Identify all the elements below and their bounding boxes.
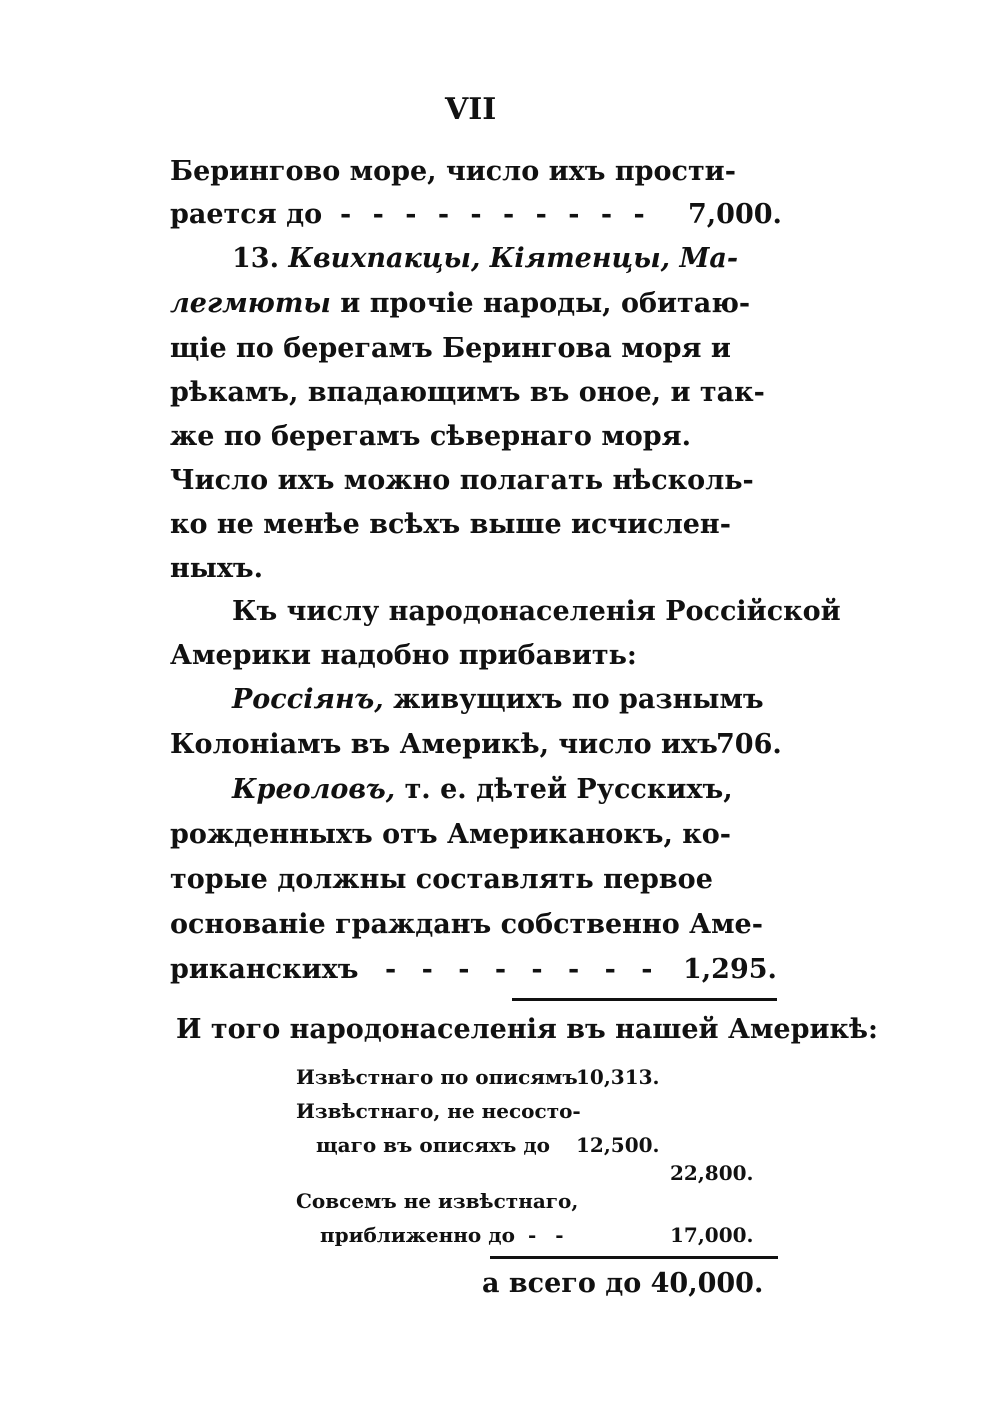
russians-italic: Россіянъ,: [232, 684, 384, 715]
addition-line-1: Къ числу народонаселенія Россійской: [232, 596, 841, 627]
addition-line-2: Америки надобно прибавить:: [170, 640, 637, 671]
entry-13-line-2-rest: и прочіе народы, обитаю-: [340, 288, 751, 319]
grand-total: а всего до 40,000.: [482, 1268, 764, 1299]
total-heading: И того народонаселенія въ нашей Америкѣ:: [176, 1014, 878, 1045]
subtotal-value: 22,800.: [670, 1161, 754, 1185]
creoles-value: 1,295.: [683, 954, 777, 985]
entry-13-line-3: щіе по берегамъ Берингова моря и: [170, 333, 731, 364]
creoles-line-3: торые должны составлять первое: [170, 864, 713, 895]
creoles-rest: т. е. дѣтей Русскихъ,: [404, 774, 733, 805]
creoles-dots: - - - - - - - -: [385, 954, 661, 985]
entry-prev-dots: - - - - - - - - - -: [340, 199, 651, 230]
grand-total-rule: [490, 1256, 778, 1259]
entry-prev-line-1: Берингово море, число ихъ прости-: [170, 156, 736, 187]
entry-13-line-6: Число ихъ можно полагать нѣсколь-: [170, 465, 754, 496]
partly-label-2: щаго въ описяхъ до: [316, 1133, 551, 1157]
russians-line-1: [232, 684, 764, 716]
entry-prev-value: 7,000.: [688, 199, 782, 230]
entry-13-number: 13.: [232, 243, 279, 274]
unknown-dots: - -: [528, 1223, 570, 1247]
russians-line-2: Колоніамъ въ Америкѣ, число ихъ: [170, 729, 718, 760]
sum-rule: [512, 998, 777, 1001]
entry-13-name-italic: легмюты: [170, 288, 331, 319]
partly-label-1: Извѣстнаго, не несосто-: [296, 1099, 581, 1123]
unknown-label-1: Совсемъ не извѣстнаго,: [296, 1189, 579, 1213]
creoles-line-2: рожденныхъ отъ Американокъ, ко-: [170, 819, 731, 850]
known-value: 10,313.: [576, 1065, 660, 1089]
entry-13-line-2: [170, 288, 751, 320]
entry-13-names: Квихпакцы, Кіятенцы, Ма-: [288, 243, 739, 274]
entry-13-line-4: рѣкамъ, впадающимъ въ оное, и так-: [170, 377, 765, 408]
known-label: Извѣстнаго по описямъ: [296, 1065, 578, 1089]
entry-13-line-1: [232, 243, 739, 275]
creoles-line-1: [232, 774, 733, 806]
creoles-line-4: основаніе гражданъ собственно Аме-: [170, 909, 763, 940]
page-number: VII: [445, 92, 497, 127]
entry-13-line-7: ко не менѣе всѣхъ выше исчислен-: [170, 509, 731, 540]
entry-prev-line-2-text: рается до: [170, 199, 323, 230]
entry-13-line-8: ныхъ.: [170, 553, 264, 584]
russians-value: 706.: [716, 729, 782, 760]
entry-13-line-5: же по берегамъ сѣвернаго моря.: [170, 421, 692, 452]
unknown-label-2: приближенно до: [320, 1223, 515, 1247]
partly-value: 12,500.: [576, 1133, 660, 1157]
creoles-line-5: риканскихъ: [170, 954, 359, 985]
creoles-italic: Креоловъ,: [232, 774, 396, 805]
unknown-value: 17,000.: [670, 1223, 754, 1247]
russians-rest: живущихъ по разнымъ: [393, 684, 764, 715]
